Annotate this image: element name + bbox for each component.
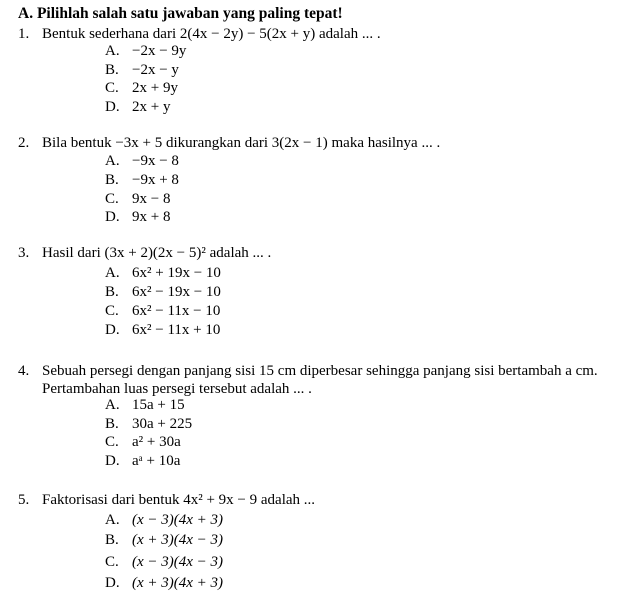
- option-text: −9x − 8: [132, 153, 179, 169]
- option-letter: A.: [105, 512, 120, 528]
- option-letter: C.: [105, 303, 119, 319]
- question-number: 3.: [18, 245, 30, 261]
- option-text: (x + 3)(4x + 3): [132, 575, 224, 591]
- option-letter: C.: [105, 434, 119, 450]
- question-text: Bila bentuk −3x + 5 dikurangkan dari 3(2x − 1) maka hasilnya ... .: [42, 135, 441, 151]
- option-text: 6x² − 11x + 10: [132, 322, 221, 338]
- option-text: 6x² − 19x − 10: [132, 284, 221, 300]
- option-letter: A.: [105, 265, 120, 281]
- question-text-line-2: Pertambahan luas persegi tersebut adalah ... .: [42, 381, 312, 397]
- option-letter: B.: [105, 416, 119, 432]
- option-text: 9x − 8: [132, 191, 171, 207]
- option-letter: A.: [105, 43, 120, 59]
- option-text: a² + 30a: [132, 434, 181, 450]
- option-text: 9x + 8: [132, 209, 171, 225]
- option-text: (x − 3)(4x + 3): [132, 512, 224, 528]
- option-text: (x − 3)(4x − 3): [132, 554, 224, 570]
- option-letter: C.: [105, 554, 119, 570]
- option-letter: D.: [105, 453, 120, 469]
- option-letter: D.: [105, 575, 120, 591]
- option-letter: B.: [105, 532, 119, 548]
- option-letter: C.: [105, 191, 119, 207]
- option-letter: B.: [105, 172, 119, 188]
- option-text: 6x² + 19x − 10: [132, 265, 221, 281]
- option-text: 30a + 225: [132, 416, 193, 432]
- option-text: 2x + y: [132, 99, 171, 115]
- option-letter: B.: [105, 284, 119, 300]
- option-text: −2x − 9y: [132, 43, 187, 59]
- option-text: aᵃ + 10a: [132, 453, 181, 469]
- option-text: −9x + 8: [132, 172, 179, 188]
- option-text: 2x + 9y: [132, 80, 178, 96]
- option-letter: A.: [105, 397, 120, 413]
- option-text: 6x² − 11x − 10: [132, 303, 221, 319]
- option-letter: D.: [105, 99, 120, 115]
- question-number: 4.: [18, 363, 30, 379]
- option-letter: A.: [105, 153, 120, 169]
- question-number: 2.: [18, 135, 30, 151]
- option-text: −2x − y: [132, 62, 179, 78]
- question-number: 5.: [18, 492, 30, 508]
- option-letter: C.: [105, 80, 119, 96]
- section-heading: A. Pilihlah salah satu jawaban yang paling tepat!: [18, 5, 343, 22]
- question-text: Sebuah persegi dengan panjang sisi 15 cm diperbesar sehingga panjang sisi bertambah a cm.: [42, 363, 598, 379]
- option-text: 15a + 15: [132, 397, 185, 413]
- option-letter: B.: [105, 62, 119, 78]
- option-letter: D.: [105, 322, 120, 338]
- question-text: Bentuk sederhana dari 2(4x − 2y) − 5(2x + y) adalah ... .: [42, 26, 381, 42]
- option-letter: D.: [105, 209, 120, 225]
- question-text: Hasil dari (3x + 2)(2x − 5)² adalah ... .: [42, 245, 272, 261]
- option-text: (x + 3)(4x − 3): [132, 532, 224, 548]
- question-number: 1.: [18, 26, 30, 42]
- question-text: Faktorisasi dari bentuk 4x² + 9x − 9 adalah ...: [42, 492, 316, 508]
